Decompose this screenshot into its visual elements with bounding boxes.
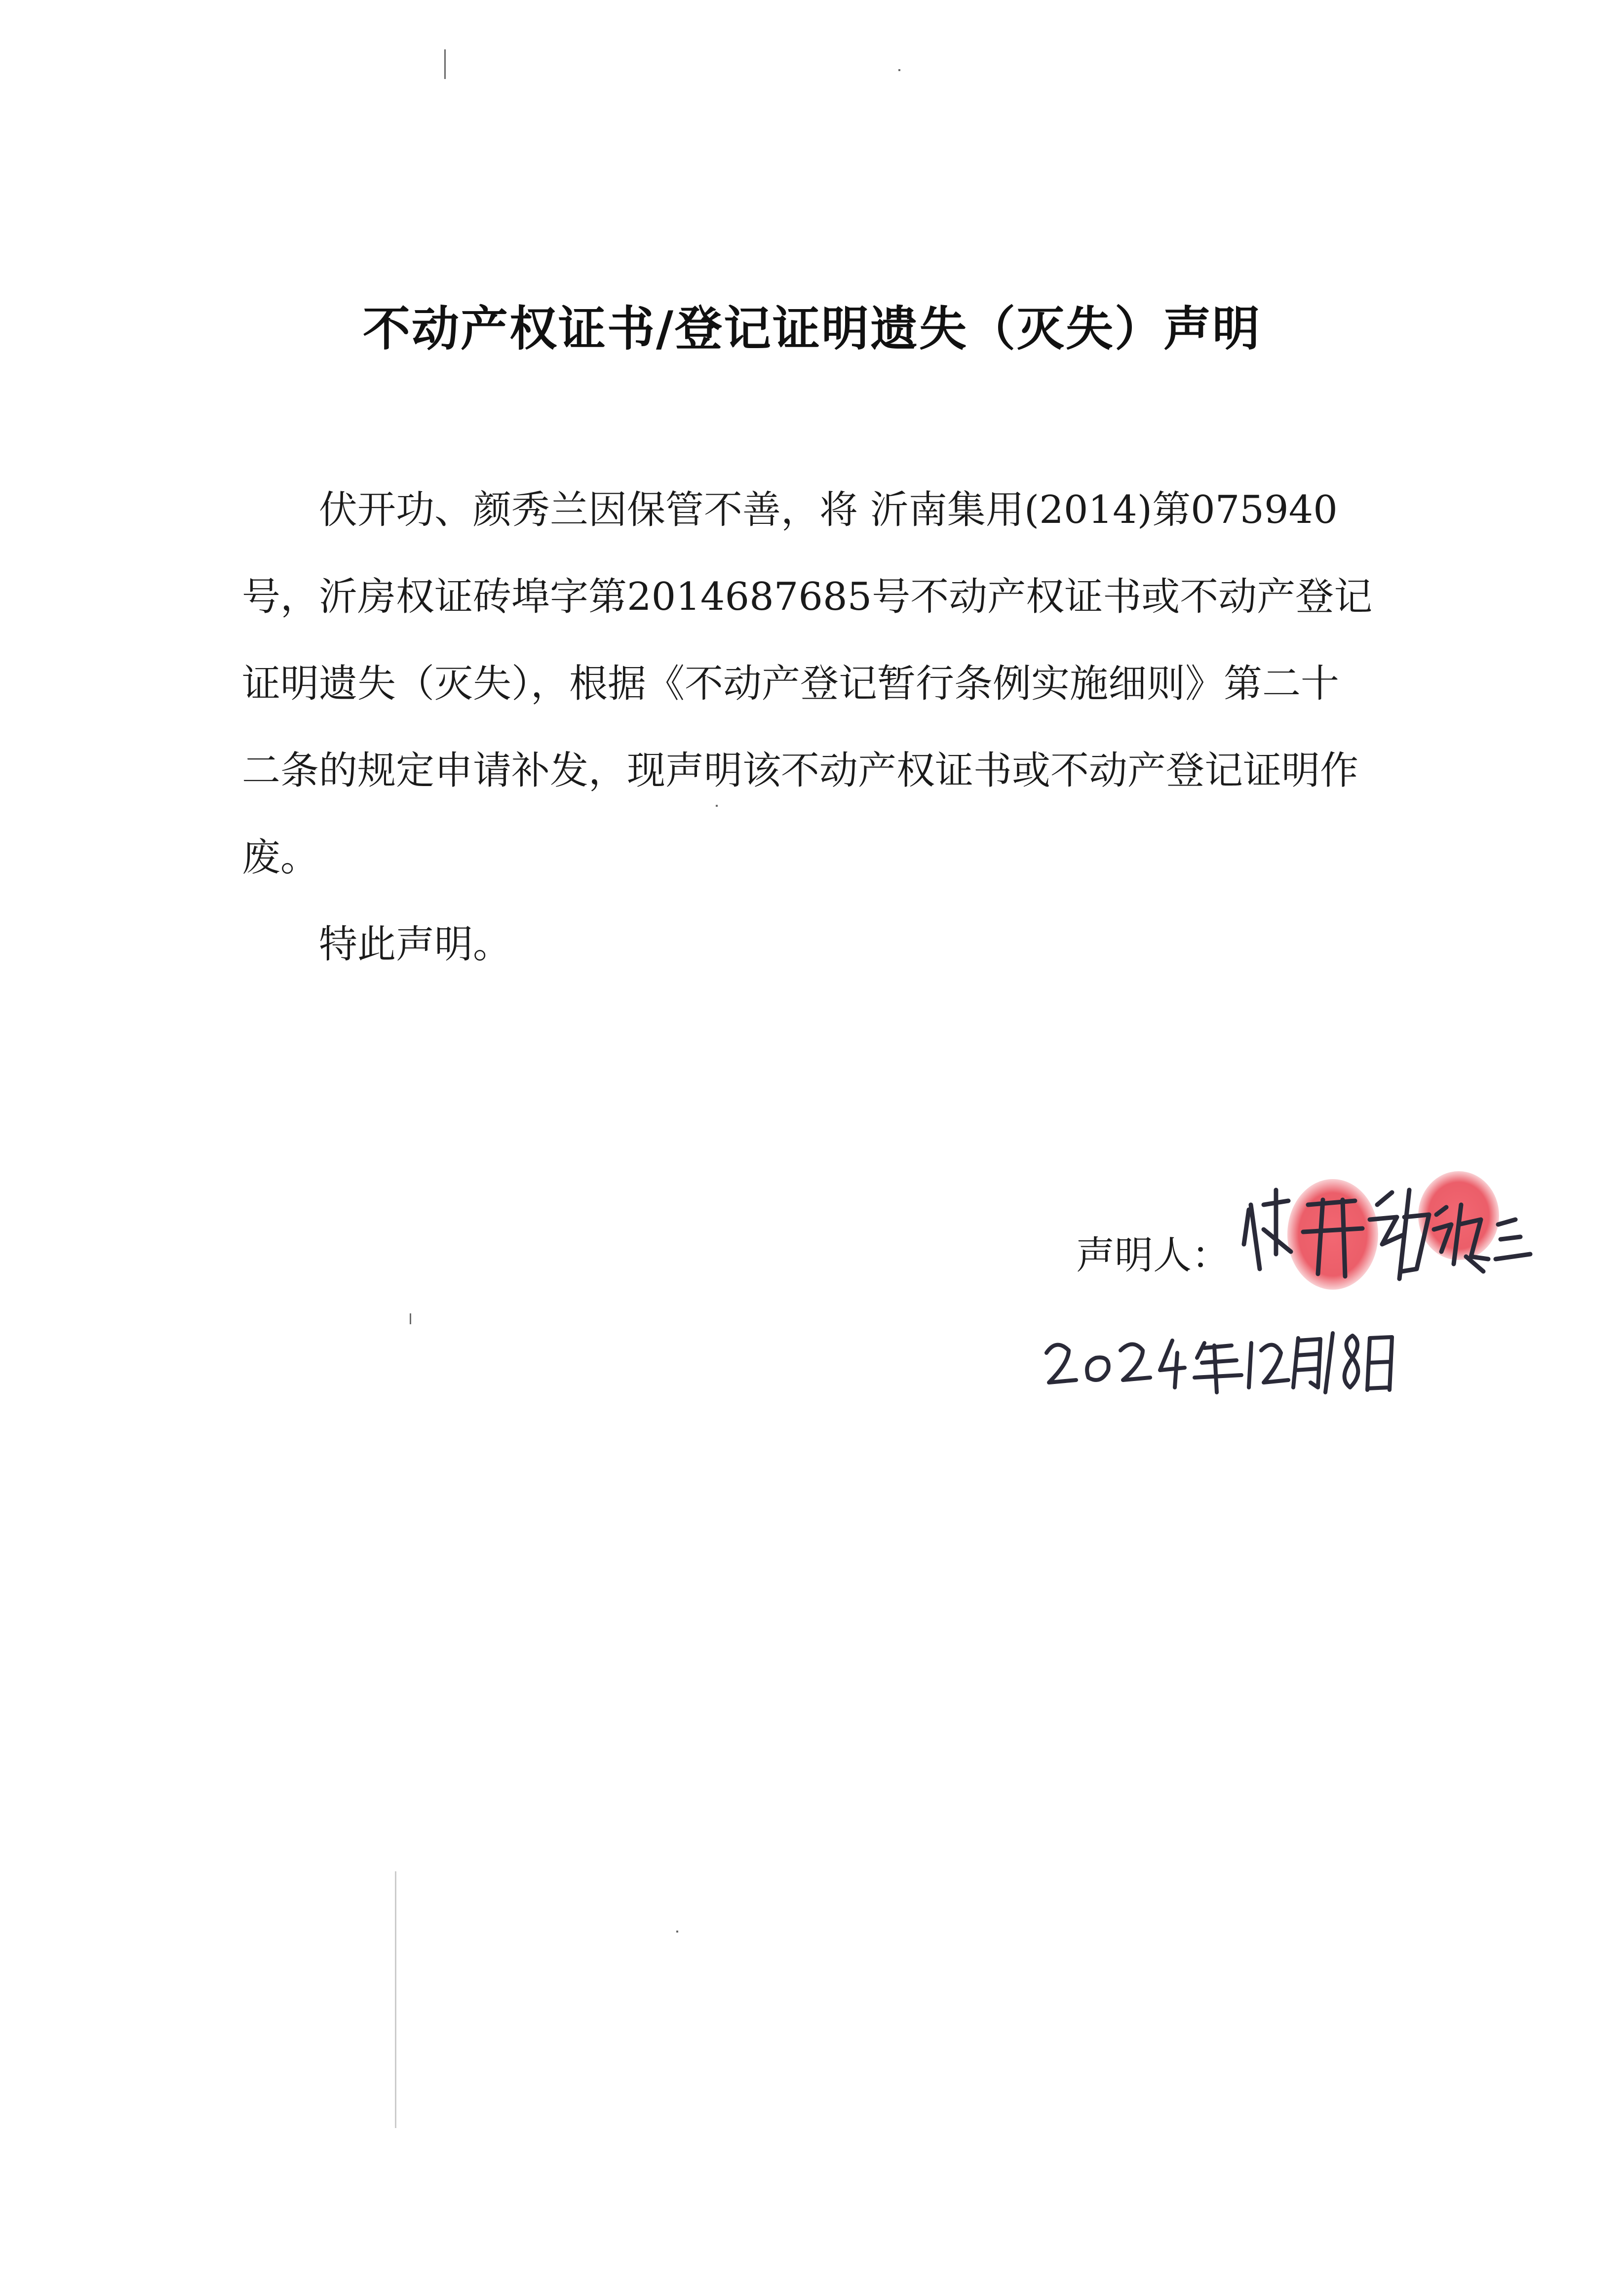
digit-2c — [1261, 1345, 1288, 1382]
char-ri — [1367, 1337, 1392, 1390]
digit-2 — [1046, 1345, 1076, 1382]
digit-8 — [1345, 1336, 1358, 1387]
char-yue — [1293, 1338, 1320, 1387]
digit-1b — [1325, 1333, 1333, 1392]
document-body — [242, 467, 1377, 988]
scan-artifact — [716, 805, 718, 807]
closing-paragraph: 特此声明。 — [319, 922, 512, 967]
digit-1 — [1249, 1343, 1251, 1387]
handwritten-date — [1042, 1323, 1397, 1397]
declarant-label: 声明人： — [1076, 1233, 1231, 1278]
handwritten-signature — [1234, 1170, 1570, 1299]
scan-artifact — [444, 49, 446, 79]
scan-artifact — [676, 1931, 678, 1933]
scan-artifact — [410, 1313, 411, 1324]
fingerprint-seal-left — [1287, 1179, 1378, 1290]
document-title: 不动产权证书/登记证明遗失（灭失）声明 — [362, 301, 1262, 356]
scan-artifact — [898, 69, 900, 71]
declaration-paragraph: 伏开功、颜秀兰因保管不善，将 沂南集用(2014)第075940号，沂房权证砖埠字第2014687685号不动产权证书或不动产登记证明遗失（灭失），根据《不动产登记暂行条例实施细则》第二十二条的规定申请补发，现声明该不动产权证书或不动产登记证明作废。 — [242, 488, 1373, 880]
char-nian — [1195, 1343, 1241, 1392]
scan-artifact — [395, 1871, 396, 2128]
digit-4 — [1160, 1341, 1185, 1387]
digit-2b — [1121, 1344, 1150, 1381]
digit-0 — [1087, 1357, 1109, 1380]
